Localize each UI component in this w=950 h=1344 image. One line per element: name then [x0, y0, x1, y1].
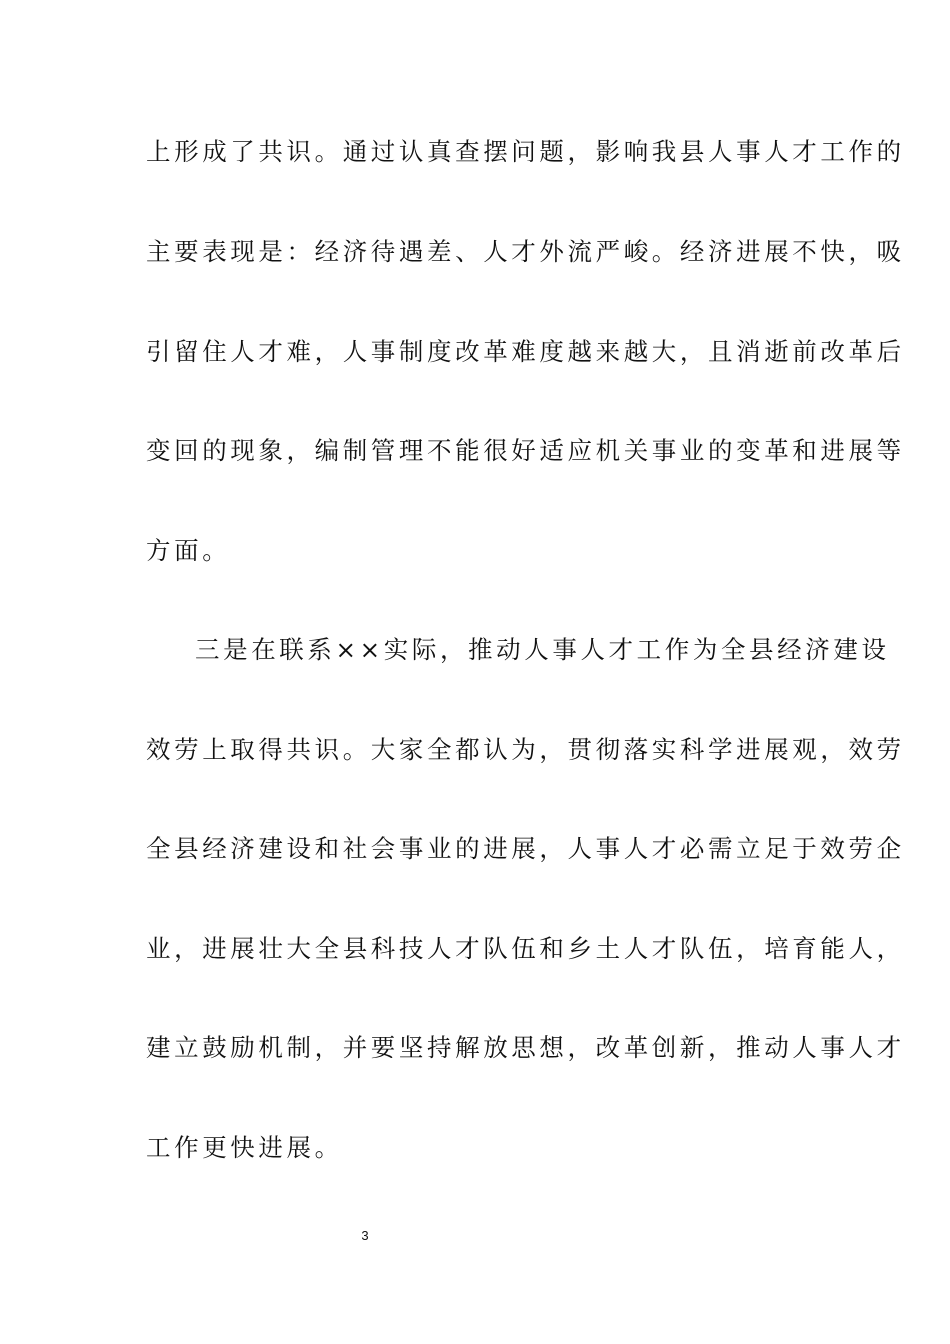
text-line-6: 三是在联系××实际，推动人事人才工作为全县经济建设 — [195, 635, 890, 664]
text-line-9: 业，进展壮大全县科技人才队伍和乡土人才队伍，培育能人， — [146, 934, 905, 963]
page-number: 3 — [361, 1228, 369, 1243]
text-line-5: 方面。 — [146, 536, 231, 565]
text-line-8: 全县经济建设和社会事业的进展，人事人才必需立足于效劳企 — [146, 834, 905, 863]
text-line-4: 变回的现象，编制管理不能很好适应机关事业的变革和进展等 — [146, 436, 905, 465]
text-line-11: 工作更快进展。 — [146, 1133, 343, 1162]
text-line-2: 主要表现是：经济待遇差、人才外流严峻。经济进展不快，吸 — [146, 237, 905, 266]
text-line-7: 效劳上取得共识。大家全都认为，贯彻落实科学进展观，效劳 — [146, 735, 905, 764]
text-line-1: 上形成了共识。通过认真查摆问题，影响我县人事人才工作的 — [146, 137, 905, 166]
text-line-10: 建立鼓励机制，并要坚持解放思想，改革创新，推动人事人才 — [146, 1033, 905, 1062]
text-line-3: 引留住人才难，人事制度改革难度越来越大，且消逝前改革后 — [146, 337, 905, 366]
